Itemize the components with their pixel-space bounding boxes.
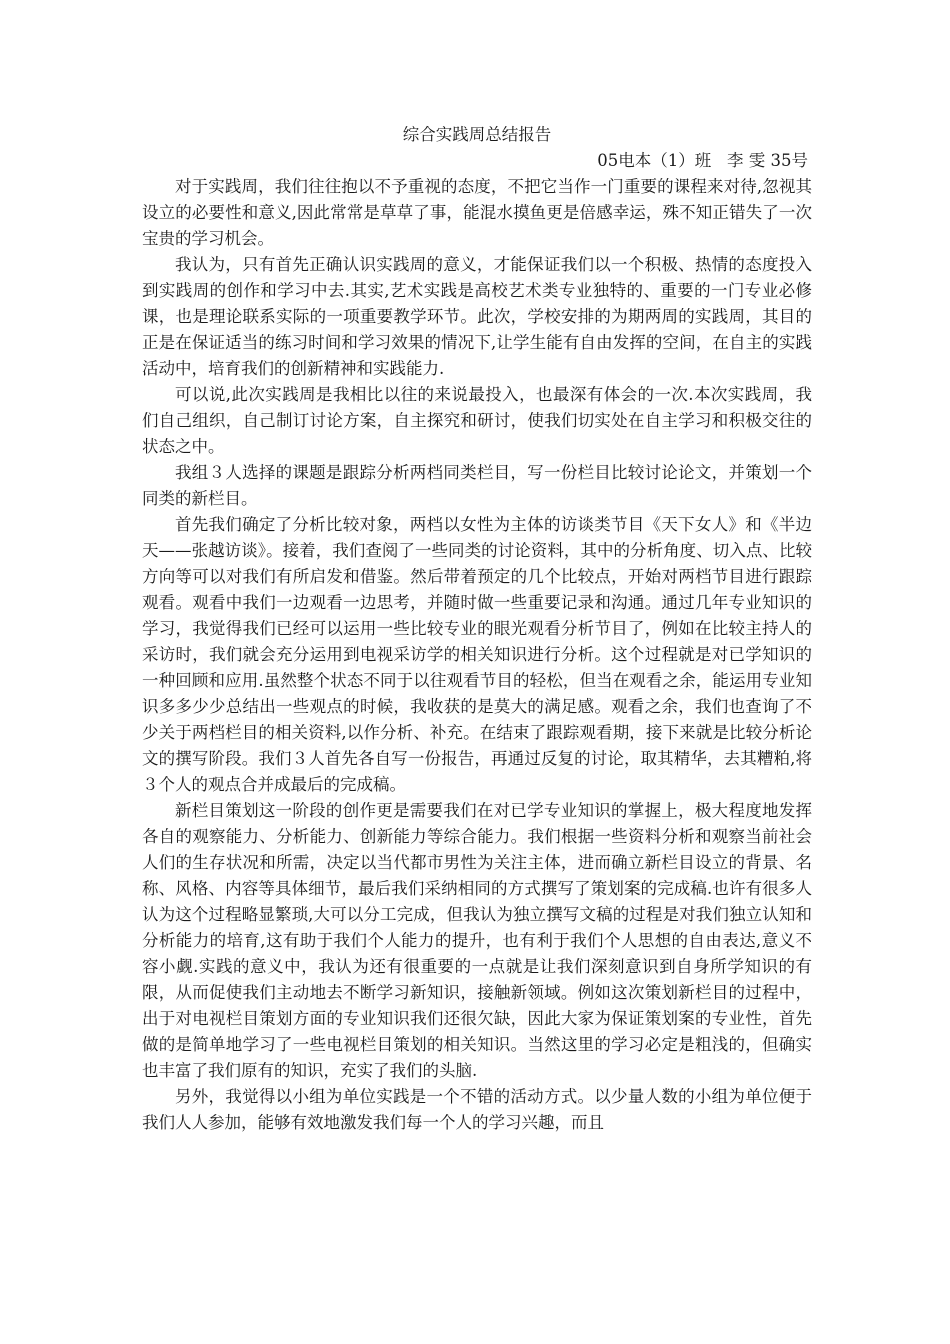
paragraph-7: 另外，我觉得以小组为单位实践是一个不错的活动方式。以少量人数的小组为单位便于我们人人参加，能够有效地激发我们每一个人的学习兴趣，而且 <box>142 1087 812 1132</box>
paragraph-2: 我认为，只有首先正确认识实践周的意义，才能保证我们以一个积极、热情的态度投入到实践周的创作和学习中去.其实,艺术实践是高校艺术类专业独特的、重要的一门专业必修课，也是理论联系实际的一项重要教学环节。此次，学校安排的为期两周的实践周，其目的正是在保证适当的练习时间和学习效果的情况下,让学生能有自由发挥的空间，在自主的实践活动中，培育我们的创新精神和实践能力. <box>142 255 812 378</box>
paragraph-5: 首先我们确定了分析比较对象，两档以女性为主体的访谈类节目《天下女人》和《半边天——张越访谈》。接着，我们查阅了一些同类的讨论资料，其中的分析角度、切入点、比较方向等可以对我们有所启发和借鉴。然后带着预定的几个比较点，开始对两档节目进行跟踪观看。观看中我们一边观看一边思考，并随时做一些重要记录和沟通。通过几年专业知识的学习，我觉得我们已经可以运用一些比较专业的眼光观看分析节目了，例如在比较主持人的采访时，我们就会充分运用到电视采访学的相关知识进行分析。这个过程就是对已学知识的一种回顾和应用.虽然整个状态不同于以往观看节目的轻松，但当在观看之余，能运用专业知识多多少少总结出一些观点的时候，我收获的是莫大的满足感。观看之余，我们也查询了不少关于两档栏目的相关资料,以作分析、补充。在结束了跟踪观看期，接下来就是比较分析论文的撰写阶段。我们３人首先各自写一份报告，再通过反复的讨论，取其精华，去其糟粕,将３个人的观点合并成最后的完成稿。 <box>142 515 812 794</box>
paragraph-3: 可以说,此次实践周是我相比以往的来说最投入，也最深有体会的一次.本次实践周，我们自己组织，自己制订讨论方案，自主探究和研讨，使我们切实处在自主学习和积极交往的状态之中。 <box>142 385 812 456</box>
document-body <box>142 122 812 1136</box>
author-byline: 05电本（1）班 李 雯 35号 <box>597 151 808 170</box>
paragraph-1: 对于实践周，我们往往抱以不予重视的态度，不把它当作一门重要的课程来对待,忽视其设立的必要性和意义,因此常常是草草了事，能混水摸鱼更是倍感幸运，殊不知正错失了一次宝贵的学习机会。 <box>142 177 812 248</box>
paragraph-4: 我组３人选择的课题是跟踪分析两档同类栏目，写一份栏目比较讨论论文，并策划一个同类的新栏目。 <box>142 463 812 508</box>
document-title: 综合实践周总结报告 <box>402 125 552 144</box>
paragraph-6: 新栏目策划这一阶段的创作更是需要我们在对已学专业知识的掌握上，极大程度地发挥各自的观察能力、分析能力、创新能力等综合能力。我们根据一些资料分析和观察当前社会人们的生存状况和所需，决定以当代都市男性为关注主体，进而确立新栏目设立的背景、名称、风格、内容等具体细节，最后我们采纳相同的方式撰写了策划案的完成稿.也许有很多人认为这个过程略显繁琐,大可以分工完成，但我认为独立撰写文稿的过程是对我们独立认知和分析能力的培育,这有助于我们个人能力的提升，也有利于我们个人思想的自由表达,意义不容小觑.实践的意义中，我认为还有很重要的一点就是让我们深刻意识到自身所学知识的有限，从而促使我们主动地去不断学习新知识，接触新领域。例如这次策划新栏目的过程中，出于对电视栏目策划方面的专业知识我们还很欠缺，因此大家为保证策划案的专业性，首先做的是简单地学习了一些电视栏目策划的相关知识。当然这里的学习必定是粗浅的，但确实也丰富了我们原有的知识，充实了我们的头脑. <box>142 801 812 1080</box>
